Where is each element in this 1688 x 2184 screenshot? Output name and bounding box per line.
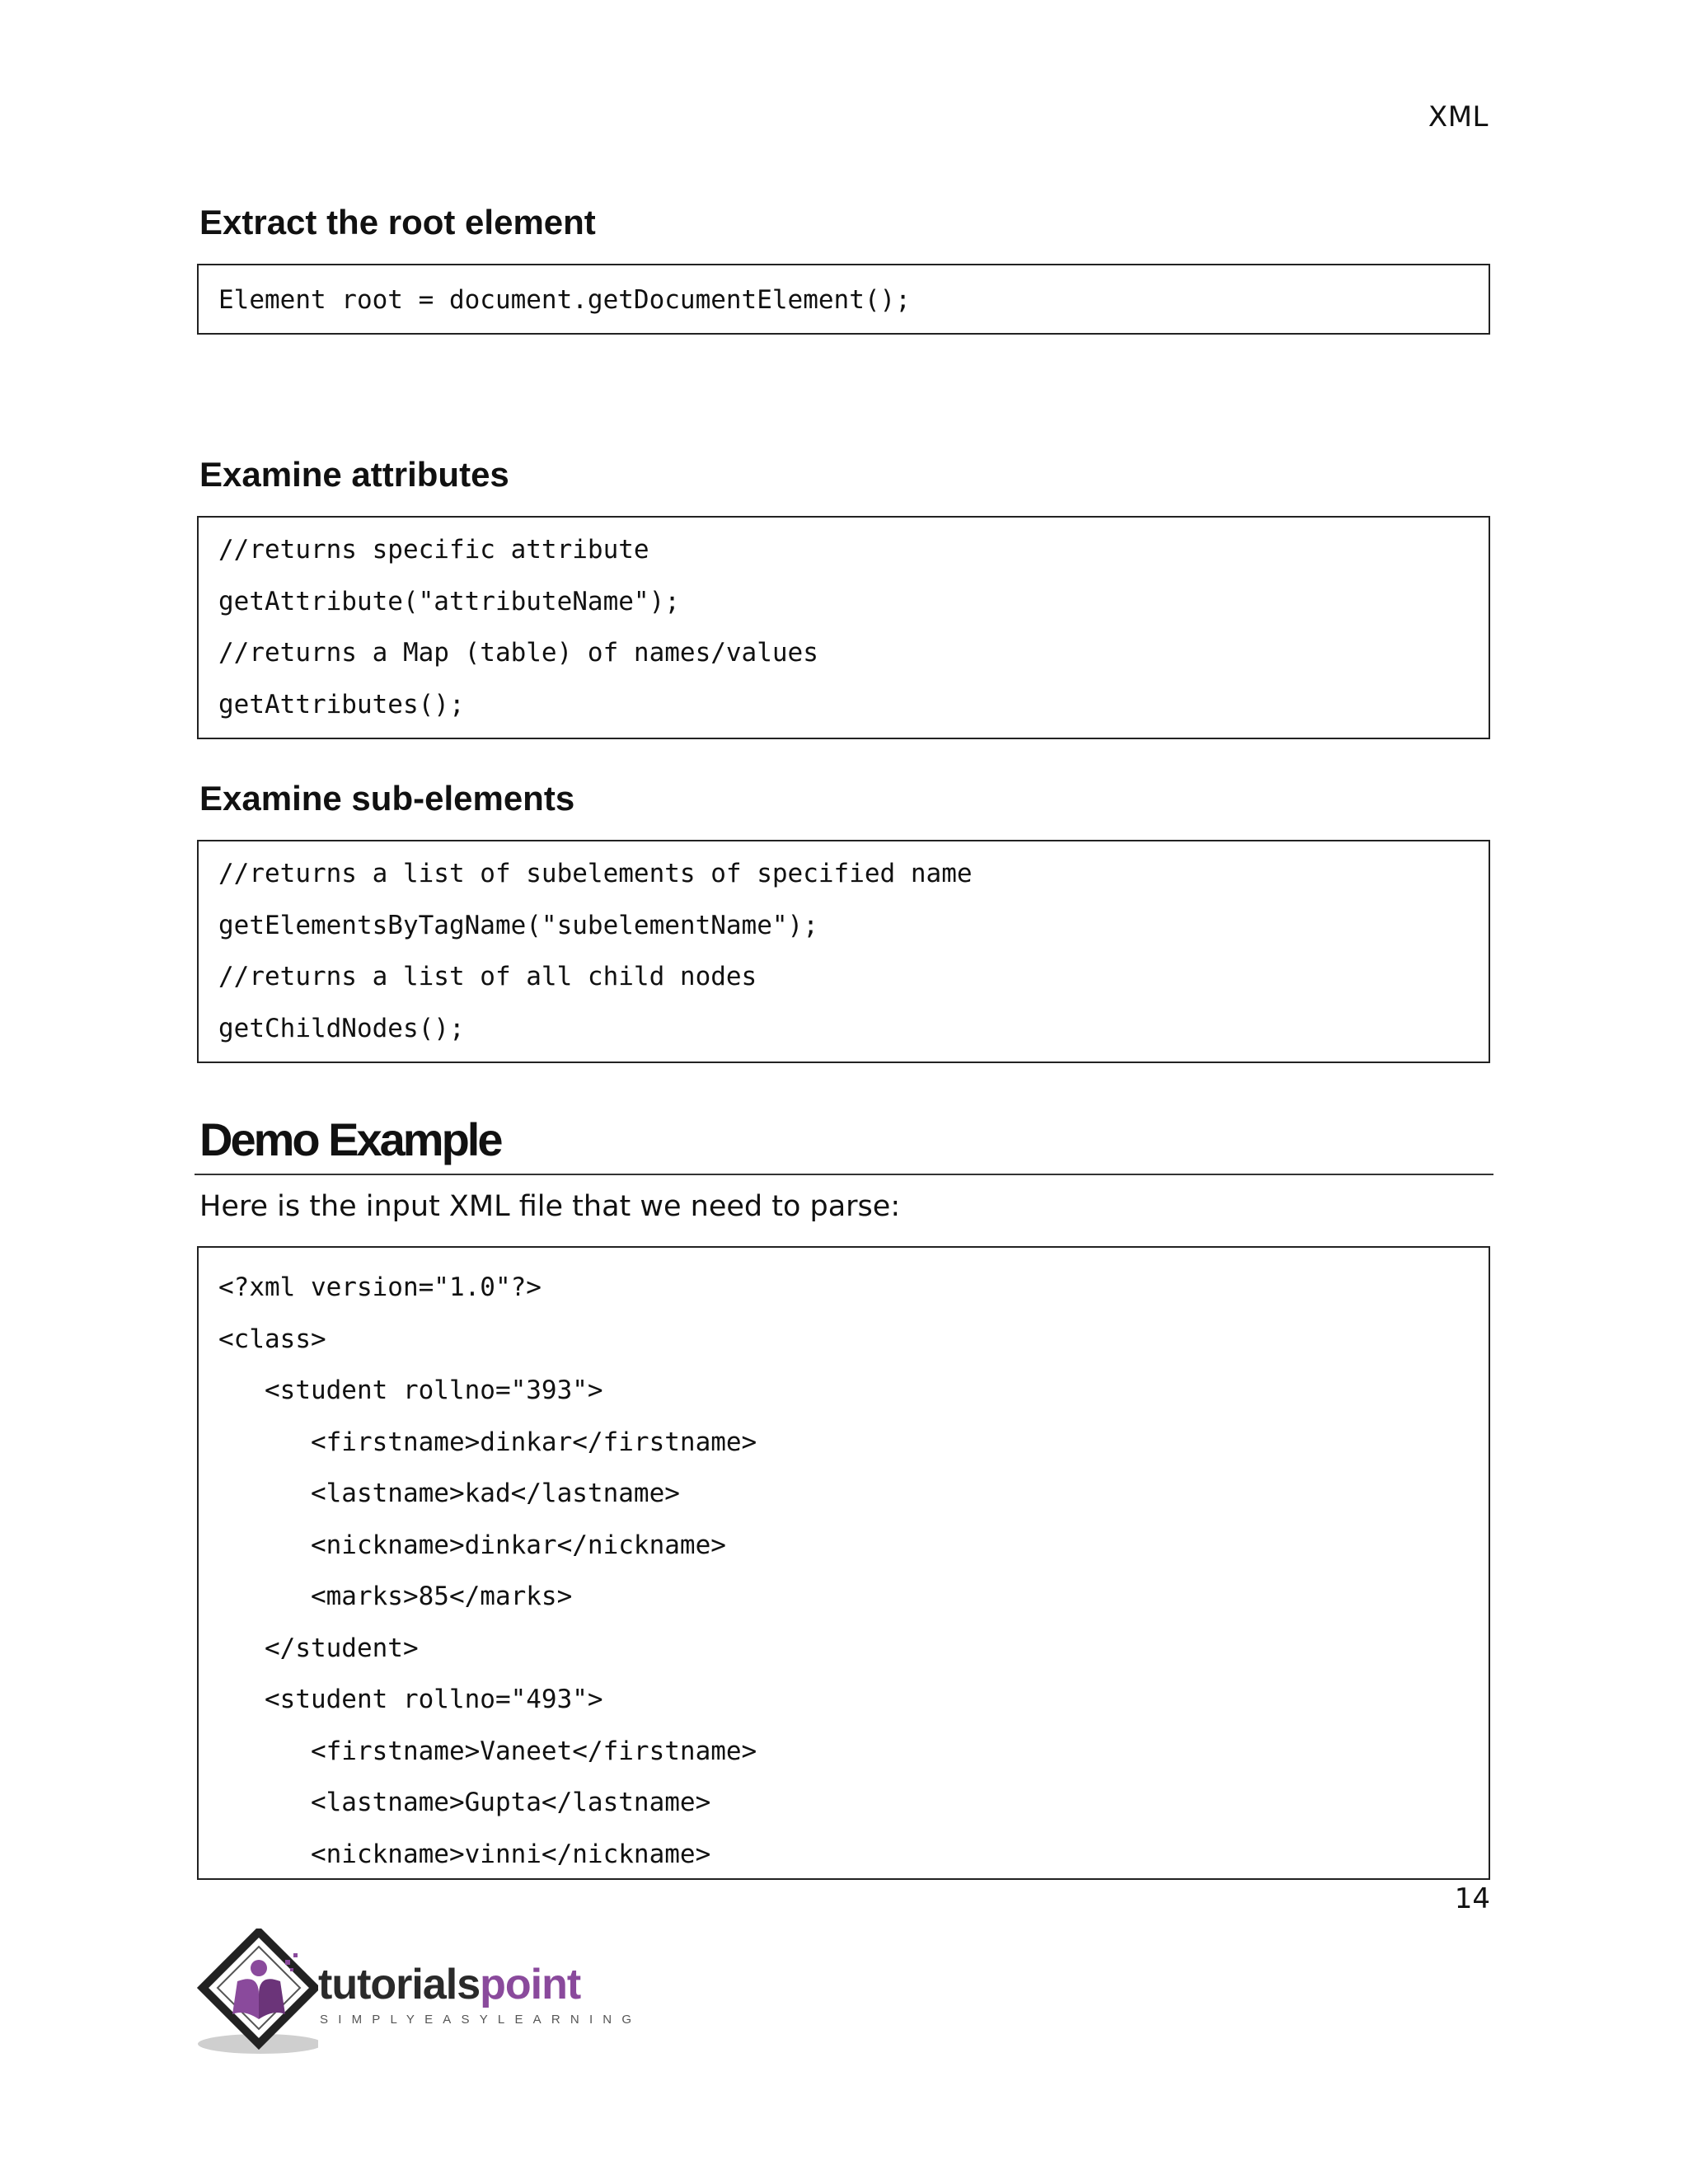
code-line: <?xml version="1.0"?> bbox=[218, 1272, 542, 1302]
demo-title-rule bbox=[195, 1174, 1493, 1175]
code-line: //returns a list of all child nodes bbox=[218, 962, 757, 991]
code-line: <lastname>Gupta</lastname> bbox=[218, 1788, 711, 1817]
logo-tagline: SIMPLYEASYLEARNING bbox=[320, 2013, 642, 2027]
logo-emblem-icon bbox=[195, 1929, 318, 2069]
section-heading-examine-attributes: Examine attributes bbox=[199, 455, 509, 494]
code-line: <nickname>vinni</nickname> bbox=[218, 1839, 711, 1869]
demo-title: Demo Example bbox=[199, 1113, 501, 1165]
tutorialspoint-logo bbox=[195, 1929, 642, 2069]
code-line: <marks>85</marks> bbox=[218, 1582, 573, 1611]
section-heading-examine-subelements: Examine sub-elements bbox=[199, 779, 575, 818]
code-block-extract-root bbox=[197, 264, 1490, 335]
demo-intro-text: Here is the input XML file that we need to parse: bbox=[199, 1190, 901, 1223]
code-line: getElementsByTagName("subelementName"); bbox=[218, 910, 818, 940]
code-line: <firstname>Vaneet</firstname> bbox=[218, 1736, 757, 1766]
code-block-examine-attributes bbox=[197, 516, 1490, 739]
code-line: <firstname>dinkar</firstname> bbox=[218, 1427, 757, 1457]
logo-word-part2: point bbox=[480, 1961, 581, 2008]
code-line: getAttribute("attributeName"); bbox=[218, 586, 680, 616]
running-header: XML bbox=[1428, 101, 1489, 134]
logo-word-part1: tutorials bbox=[318, 1961, 481, 2008]
code-line: //returns a list of subelements of specified name bbox=[218, 859, 973, 888]
code-line: getChildNodes(); bbox=[218, 1013, 465, 1043]
code-line: <nickname>dinkar</nickname> bbox=[218, 1530, 726, 1560]
logo-wordmark bbox=[318, 1963, 580, 2006]
code-line: <lastname>kad</lastname> bbox=[218, 1479, 680, 1508]
code-line: <class> bbox=[218, 1324, 326, 1354]
code-line: <student rollno="493"> bbox=[218, 1685, 603, 1714]
code-line: getAttributes(); bbox=[218, 689, 465, 719]
page-number: 14 bbox=[1454, 1882, 1490, 1915]
code-line: //returns specific attribute bbox=[218, 535, 649, 565]
code-block-examine-subelements bbox=[197, 840, 1490, 1063]
code-block-demo-xml bbox=[197, 1246, 1490, 1880]
code-line: </student> bbox=[218, 1633, 419, 1663]
section-heading-extract-root: Extract the root element bbox=[199, 203, 596, 241]
code-line: Element root = document.getDocumentElement(); bbox=[218, 285, 911, 315]
code-line: <student rollno="393"> bbox=[218, 1376, 603, 1405]
code-line: //returns a Map (table) of names/values bbox=[218, 638, 818, 668]
